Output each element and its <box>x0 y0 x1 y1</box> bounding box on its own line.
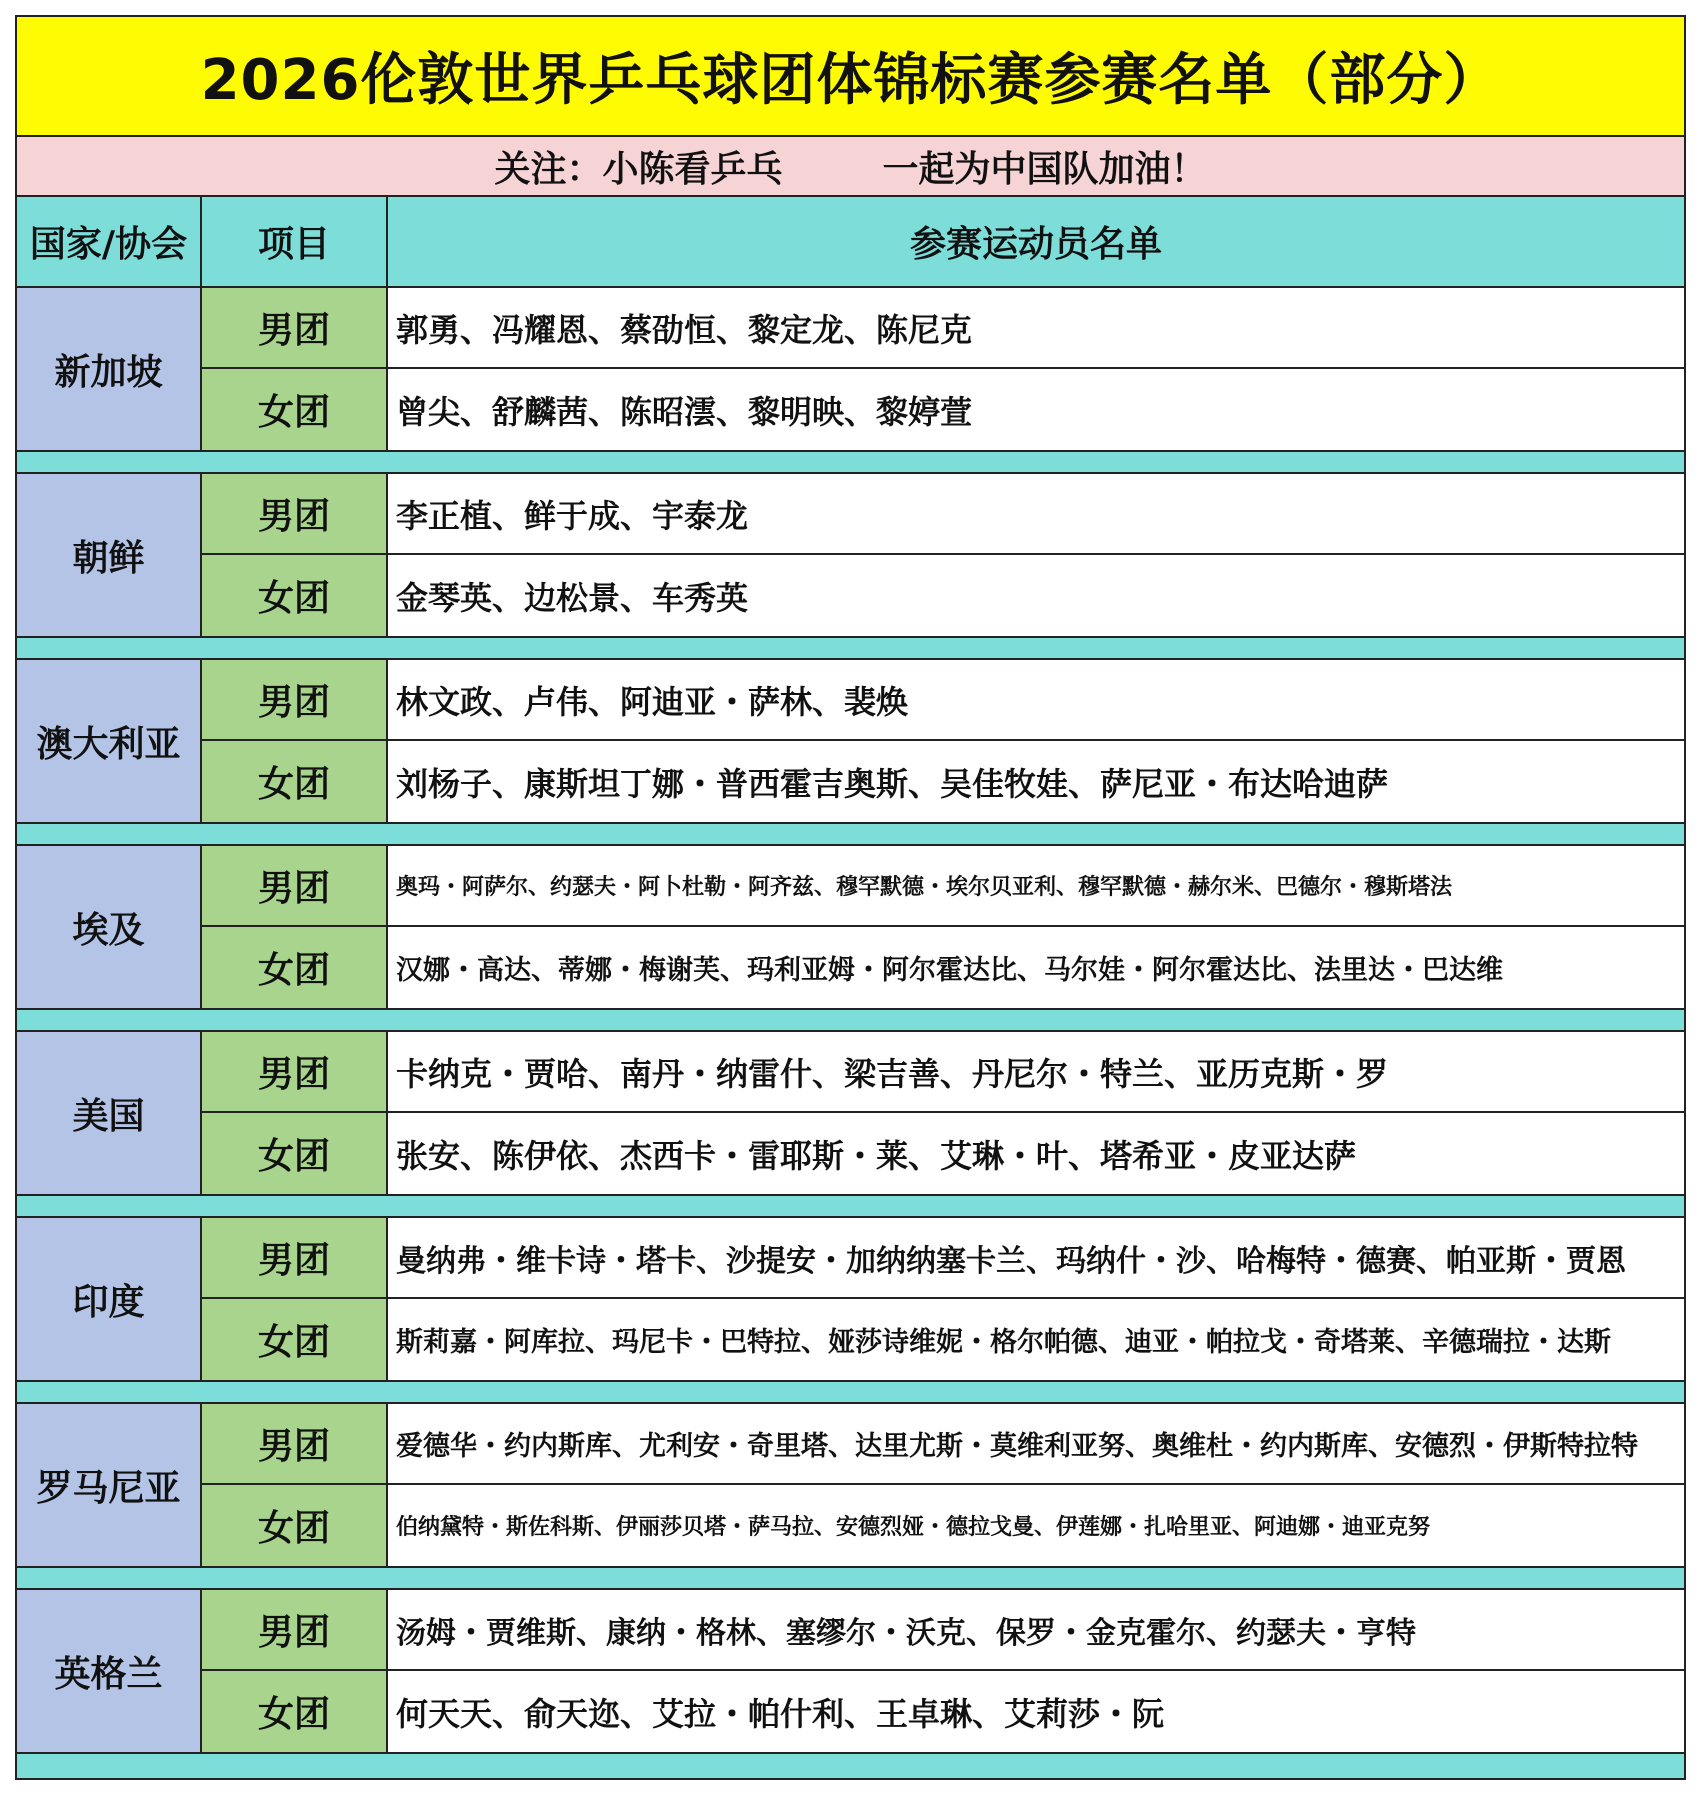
event-women-cell: 女团 <box>202 369 388 450</box>
men-players-cell: 爱德华・约内斯库、尤利安・奇里塔、达里尤斯・莫维利亚努、奥维杜・约内斯库、安德烈・伊斯特拉特 <box>388 1404 1684 1485</box>
country-cell: 新加坡 <box>17 288 202 450</box>
event-men-cell: 男团 <box>202 1404 388 1485</box>
header-players: 参赛运动员名单 <box>909 224 1162 265</box>
cheer-text: 一起为中国队加油！ <box>882 148 1207 190</box>
team-group-egypt <box>17 846 1684 1010</box>
subtitle-banner <box>17 137 1684 197</box>
country-cell: 美国 <box>17 1032 202 1194</box>
men-players-cell: 郭勇、冯耀恩、蔡劭恒、黎定龙、陈尼克 <box>388 288 1684 369</box>
team-group-australia <box>17 660 1684 824</box>
men-players-cell: 奥玛・阿萨尔、约瑟夫・阿卜杜勒・阿齐兹、穆罕默德・埃尔贝亚利、穆罕默德・赫尔米、巴德尔・穆斯塔法 <box>388 846 1684 927</box>
roster-sheet <box>15 15 1686 1780</box>
team-group-india <box>17 1218 1684 1382</box>
event-women-cell: 女团 <box>202 1113 388 1194</box>
follow-text: 关注：小陈看乒乓 <box>494 148 783 190</box>
women-players-cell: 斯莉嘉・阿库拉、玛尼卡・巴特拉、娅莎诗维妮・格尔帕德、迪亚・帕拉戈・奇塔莱、辛德瑞拉・达斯 <box>388 1299 1684 1380</box>
table-header <box>17 197 1684 288</box>
country-cell: 朝鲜 <box>17 474 202 636</box>
country-cell: 澳大利亚 <box>17 660 202 822</box>
women-players-cell: 何天天、俞天迩、艾拉・帕什利、王卓琳、艾莉莎・阮 <box>388 1671 1684 1752</box>
women-players-cell: 张安、陈伊依、杰西卡・雷耶斯・莱、艾琳・叶、塔希亚・皮亚达萨 <box>388 1113 1684 1194</box>
country-cell: 英格兰 <box>17 1590 202 1752</box>
row-separator <box>17 1754 1684 1778</box>
row-separator <box>17 452 1684 474</box>
row-separator <box>17 824 1684 846</box>
men-players-cell: 曼纳弗・维卡诗・塔卡、沙提安・加纳纳塞卡兰、玛纳什・沙、哈梅特・德赛、帕亚斯・贾恩 <box>388 1218 1684 1299</box>
row-separator <box>17 1010 1684 1032</box>
country-cell: 印度 <box>17 1218 202 1380</box>
men-players-cell: 李正植、鲜于成、宇泰龙 <box>388 474 1684 555</box>
team-group-england <box>17 1590 1684 1754</box>
row-separator <box>17 1568 1684 1590</box>
event-women-cell: 女团 <box>202 555 388 636</box>
event-men-cell: 男团 <box>202 1590 388 1671</box>
event-women-cell: 女团 <box>202 741 388 822</box>
team-group-romania <box>17 1404 1684 1568</box>
header-event: 项目 <box>202 197 388 286</box>
event-men-cell: 男团 <box>202 846 388 927</box>
row-separator <box>17 638 1684 660</box>
team-group-usa <box>17 1032 1684 1196</box>
event-men-cell: 男团 <box>202 1032 388 1113</box>
event-women-cell: 女团 <box>202 1299 388 1380</box>
country-cell: 罗马尼亚 <box>17 1404 202 1566</box>
row-separator <box>17 1382 1684 1404</box>
women-players-cell: 汉娜・高达、蒂娜・梅谢芙、玛利亚姆・阿尔霍达比、马尔娃・阿尔霍达比、法里达・巴达维 <box>388 927 1684 1008</box>
country-cell: 埃及 <box>17 846 202 1008</box>
women-players-cell: 曾尖、舒麟茜、陈昭澐、黎明映、黎婷萱 <box>388 369 1684 450</box>
event-women-cell: 女团 <box>202 927 388 1008</box>
team-group-singapore <box>17 288 1684 452</box>
event-men-cell: 男团 <box>202 1218 388 1299</box>
event-men-cell: 男团 <box>202 660 388 741</box>
women-players-cell: 刘杨子、康斯坦丁娜・普西霍吉奥斯、吴佳牧娃、萨尼亚・布达哈迪萨 <box>388 741 1684 822</box>
team-group-dprk <box>17 474 1684 638</box>
men-players-cell: 林文政、卢伟、阿迪亚・萨林、裴焕 <box>388 660 1684 741</box>
event-men-cell: 男团 <box>202 474 388 555</box>
event-women-cell: 女团 <box>202 1485 388 1566</box>
men-players-cell: 汤姆・贾维斯、康纳・格林、塞缪尔・沃克、保罗・金克霍尔、约瑟夫・亨特 <box>388 1590 1684 1671</box>
men-players-cell: 卡纳克・贾哈、南丹・纳雷什、梁吉善、丹尼尔・特兰、亚历克斯・罗 <box>388 1032 1684 1113</box>
page-title: 2026伦敦世界乒乓球团体锦标赛参赛名单（部分） <box>17 17 1684 137</box>
header-country: 国家/协会 <box>17 197 202 286</box>
women-players-cell: 金琴英、边松景、车秀英 <box>388 555 1684 636</box>
row-separator <box>17 1196 1684 1218</box>
event-women-cell: 女团 <box>202 1671 388 1752</box>
women-players-cell: 伯纳黛特・斯佐科斯、伊丽莎贝塔・萨马拉、安德烈娅・德拉戈曼、伊莲娜・扎哈里亚、阿迪娜・迪亚克努 <box>388 1485 1684 1566</box>
event-men-cell: 男团 <box>202 288 388 369</box>
